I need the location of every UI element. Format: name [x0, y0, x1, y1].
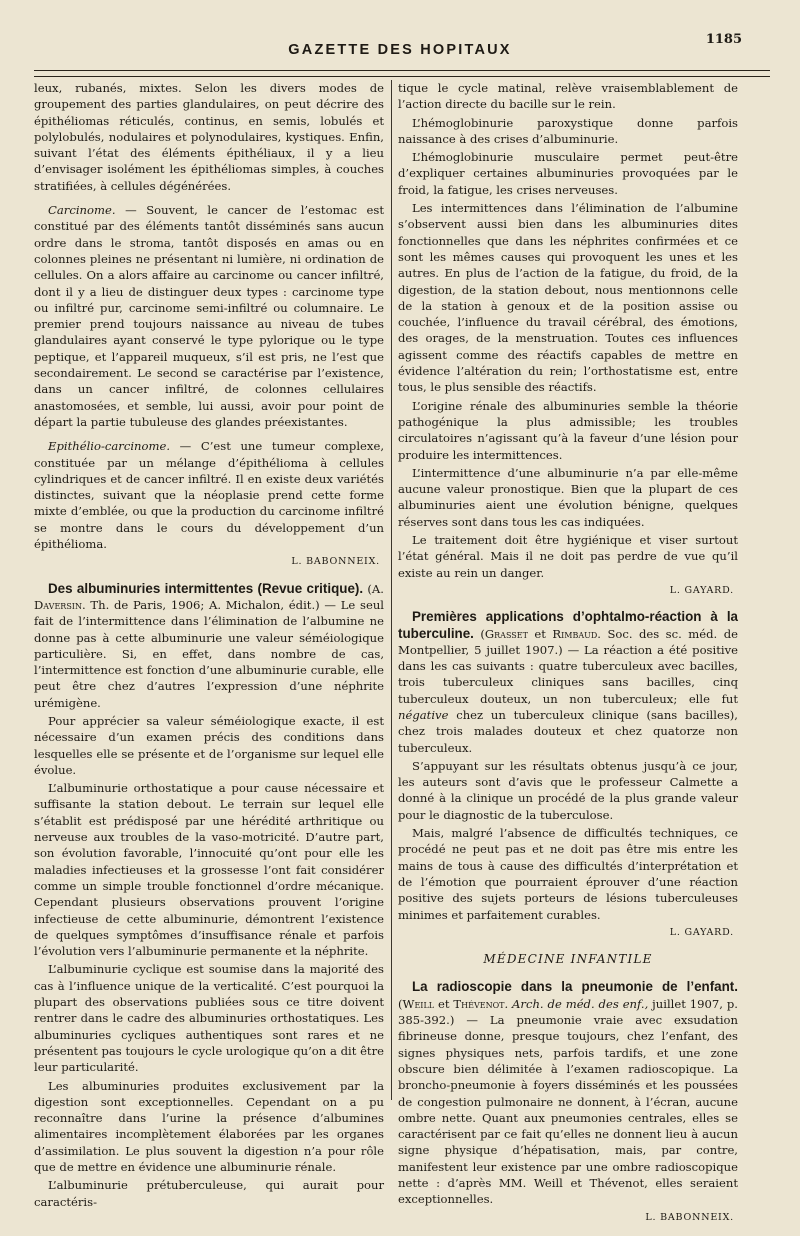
- article-author: Rimbaud: [552, 626, 598, 641]
- albuminuries-article-lead: [34, 581, 384, 711]
- article-author: Weill: [402, 996, 435, 1011]
- ref-open: (A.: [363, 581, 384, 596]
- paragraph: L’intermittence d’une albuminurie n’a par elle-même aucune valeur pronostique. Bien que la plupart de ces albuminuries aient une évolution bénigne, quelques réserves sont dans tous les cas indiquées.: [398, 465, 738, 529]
- article-author: Grasset: [484, 626, 528, 641]
- section-heading: MÉDECINE INFANTILE: [483, 952, 653, 967]
- ophtalmo-article-lead: [398, 609, 738, 756]
- paragraph: L’albuminurie cyclique est soumise dans la majorité des cas à l’influence unique de la verticalité. C’est pourquoi la plupart des observations publiées sous ce titre doivent rentrer dans le cadre des albuminuries orthostatiques. Les albuminuries cycliques authentiques sont rares et ne présentent pas toujours le cycle urologique qu’on a dit être leur particularité.: [34, 962, 384, 1075]
- page-number: 1185: [705, 32, 742, 47]
- ref-and: et: [434, 996, 454, 1011]
- article-title: Premières applications d’ophtalmo-réaction à la tuberculine.: [398, 609, 738, 641]
- carcinome-paragraph: [34, 202, 384, 430]
- signature: L. BABONNEIX.: [291, 556, 380, 568]
- paragraph: Les intermittences dans l’élimination de l’albumine s’observent aussi bien dans les albuminuries dites fonctionnelles que dans les néphrites confirmées et ce sont les mêmes causes qui provoquent les unes et les autres. En plus de l’action de la fatigue, du froid, de la digestion, de la station debout, nous mentionnons celle de la station à genoux et de la position assise ou couchée, l’influence du travail cérébral, des émotions, des orages, de la menstruation. Toutes ces influences agissent comme des réactifs capables de mettre en évidence l’altération du rein; l’orthostatisme est, entre tous, le plus sensible des réactifs.: [398, 201, 738, 395]
- epithelio-label: Epithélio-carcinome.: [48, 439, 171, 454]
- paragraph: S’appuyant sur les résultats obtenus jusqu’à ce jour, les auteurs sont d’avis que le professeur Calmette a donné à la clinique un procédé de la plus grande valeur pour le diagnostic de la tuberculose.: [398, 758, 738, 822]
- paragraph: Mais, malgré l’absence de difficultés techniques, ce procédé ne peut pas et ne doit pas être mis entre les mains de tous à cause des difficultés d’interprétation et de l’émotion que pourraient éprouver d’une réaction positive des sujets porteurs de lésions tuberculeuses minimes et parfaitement curables.: [398, 826, 738, 922]
- paragraph: L’hémoglobinurie paroxystique donne parfois naissance à des crises d’albuminurie.: [398, 115, 738, 146]
- epithelio-text: — C’est une tumeur complexe, constituée par un mélange d’épithélioma à cellules cylindriques et de cancer infiltré. Il en existe deux variétés distinctes, suivant que la néoplasie prend cette forme mixte d’emblée, ou que la production du carcinome infiltré se montre dans le cours du développement d’un épithélioma.: [34, 439, 384, 552]
- column-divider: [391, 80, 392, 1100]
- right-column: [398, 80, 738, 1236]
- header-rule-thin: [34, 76, 770, 77]
- paragraph: L’origine rénale des albuminuries semble la théorie pathogénique la plus admissible; les troubles circulatoires n’agissant qu’à la faveur d’une lésion pour produire les intermittences.: [398, 398, 738, 462]
- article-title: Des albuminuries intermittentes (Revue critique).: [48, 580, 364, 596]
- paragraph: Les albuminuries produites exclusivement par la digestion sont exceptionnelles. Cependant on a pu reconnaître dans l’urine la présence d’albumines alimentaires incomplètement élaborées par les organes d’assimilation. Le plus souvent la digestion n’a pour rôle que de mettre en évidence une albuminurie rénale.: [34, 1078, 384, 1174]
- carcinome-label: Carcinome.: [48, 203, 116, 218]
- article-author: Daversin: [34, 597, 82, 612]
- journal-ref: . Arch. de méd. des enf.,: [504, 996, 649, 1011]
- ref-open: (: [398, 996, 403, 1011]
- article-ref: juillet 1907, p. 385-392.) — La pneumonie vraie avec exsudation fibrineuse donne, presque toujours, chez l’enfant, des signes physiques nets, parfois tardifs, et une zone obscure bien délimitée à l’examen radioscopique. La broncho-pneumonie à foyers disséminés et les poussées de congestion pulmonaire ne donnent, à l’écran, aucune ombre nette. Quant aux pneumonies centrales, elles se caractérisent par ce fait qu’elles ne donnent lieu à aucun signe physique d’hépatisation, mais, par contre, manifestent leur existence par une ombre radioscopique nette : d’après MM. Weill et Thévenot, elles seraient exceptionnelles.: [398, 996, 738, 1207]
- paragraph: L’albuminurie orthostatique a pour cause nécessaire et suffisante la station debout. Le terrain sur lequel elle s’établit est prédisposé par une hérédité arthritique ou nerveuse aux troubles de la vaso-motricité. D’autre part, son évolution favorable, l’innocuité qu’ont pour elle les maladies infectieuses et la grossesse l’ont fait considérer comme un simple trouble fonctionnel d’ordre mécanique. Cependant plusieurs observations prouvent l’origine infectieuse de cette albuminurie, démontrent l’existence de quelques symptômes d’insuffisance rénale et parfois l’évolution vers l’albuminurie permanente et la néphrite.: [34, 781, 384, 959]
- article-author: Thévenot: [453, 996, 505, 1011]
- article-title: La radioscopie dans la pneumonie de l’enfant.: [412, 979, 738, 995]
- paragraph: tique le cycle matinal, relève vraisemblablement de l’action directe du bacille sur le rein.: [398, 81, 738, 112]
- header-rule: [34, 70, 770, 71]
- ref-open: (: [473, 626, 485, 641]
- intro-paragraph: leux, rubanés, mixtes. Selon les divers modes de groupement des parties glandulaires, on peut décrire des épithéliomas réticulés, continus, en semis, lobulés et polylobulés, nodulaires et polynodulaires, kystiques. Enfin, suivant l’état des éléments épithéliaux, il y a lieu d’envisager isolément les épithéliomas simples, à couches stratifiées, à cellules dégénérées.: [34, 81, 384, 193]
- ref-and: et: [527, 626, 553, 641]
- carcinome-text: — Souvent, le cancer de l’estomac est constitué par des éléments tantôt disséminés sans aucun ordre dans le stroma, tantôt disposés en amas ou en colonnes pleines ne présentant ni lumière, ni ordination de cellules. On a alors affaire au carcinome ou cancer infiltré, dont il y a lieu de distinguer deux types : carcinome type ou infiltré pur, carcinome semi-infiltré ou columnaire. Le premier prend toujours naissance au niveau de tubes glandulaires ayant conservé le type pylorique ou le type peptique, et l’appareil muqueux, s’il est pris, ne l’est que secondairement. Le second se caractérise par l’existence, dans un cancer infiltré, de colonnes cellulaires anastomosées, et semble, lui aussi, avoir pour point de départ la partie tubuleuse des glandes préexistantes.: [34, 203, 384, 429]
- article-ref: . Soc. des sc. méd. de Montpellier, 5 juillet 1907.) — La réaction a été positive dans les cas suivants : quatre tuberculeux avec bacilles, trois tuberculeux cliniques sans bacilles, cinq tuberculeux douteux, un non tuberculeux; elle fut: [398, 626, 738, 706]
- signature: L. GAYARD.: [669, 584, 734, 596]
- journal-title: GAZETTE DES HOPITAUX: [288, 42, 512, 58]
- page-header: [30, 32, 770, 70]
- article-ref: chez un tuberculeux clinique (sans bacilles), chez trois malades douteux et chez quatorze non tuberculeux.: [398, 707, 738, 755]
- paragraph: L’albuminurie prétuberculeuse, qui aurait pour caractéris-: [34, 1178, 384, 1209]
- left-column: [34, 80, 384, 1212]
- signature: L. GAYARD.: [669, 926, 734, 938]
- negative-word: négative: [398, 707, 449, 722]
- paragraph: L’hémoglobinurie musculaire permet peut-être d’expliquer certaines albuminuries provoquées par le froid, la fatigue, les crises nerveuses.: [398, 150, 738, 197]
- radioscopie-article-lead: [398, 979, 738, 1207]
- epithelio-paragraph: [34, 438, 384, 552]
- article-ref: . Th. de Paris, 1906; A. Michalon, édit.) — Le seul fait de l’intermittence dans l’élimination de l’albumine ne donne pas à cette albuminurie une valeur séméiologique particulière. Si, en effet, dans nombre de cas, l’intermittence est fonction d’une albuminurie curable, elle peut être chez d’autres l’expression d’une néphrite urémigène.: [34, 597, 384, 710]
- paragraph: Le traitement doit être hygiénique et viser surtout l’état général. Mais il ne doit pas perdre de vue qu’il existe au rein un danger.: [398, 533, 738, 580]
- paragraph: Pour apprécier sa valeur séméiologique exacte, il est nécessaire d’un examen précis des conditions dans lesquelles elle se présente et de l’organisme sur lequel elle évolue.: [34, 713, 384, 777]
- signature: L. BABONNEIX.: [645, 1211, 734, 1223]
